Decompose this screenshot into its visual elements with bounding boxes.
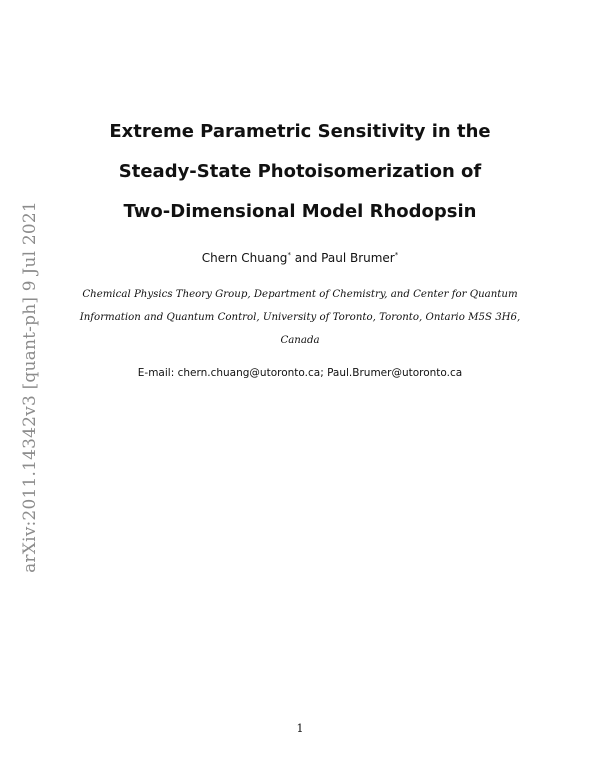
affiliation-line-3: Canada bbox=[280, 335, 320, 346]
title-line-1: Extreme Parametric Sensitivity in the bbox=[109, 121, 491, 142]
affiliation-line-2: Information and Quantum Control, University of Toronto, Toronto, Ontario M5S 3H6, bbox=[79, 312, 521, 323]
title-line-3: Two-Dimensional Model Rhodopsin bbox=[123, 201, 477, 222]
arxiv-identifier-stamp: arXiv:2011.14342v3 [quant-ph] 9 Jul 2021 bbox=[20, 201, 40, 573]
contact-email: E-mail: chern.chuang@utoronto.ca; Paul.Brumer@utoronto.ca bbox=[137, 367, 463, 379]
author-list bbox=[0, 247, 600, 266]
affiliation-line-1: Chemical Physics Theory Group, Department of Chemistry, and Center for Quantum bbox=[82, 289, 518, 300]
author-marker-2: * bbox=[394, 251, 399, 259]
title-line-2: Steady-State Photoisomerization of bbox=[118, 161, 482, 182]
author-separator: and bbox=[290, 251, 322, 265]
author-name-2: Paul Brumer bbox=[321, 251, 395, 265]
author-name-1: Chern Chuang bbox=[201, 251, 288, 265]
paper-title bbox=[0, 112, 600, 232]
affiliation bbox=[75, 283, 525, 352]
author-marker-1: * bbox=[287, 251, 291, 259]
page-number: 1 bbox=[296, 722, 304, 735]
